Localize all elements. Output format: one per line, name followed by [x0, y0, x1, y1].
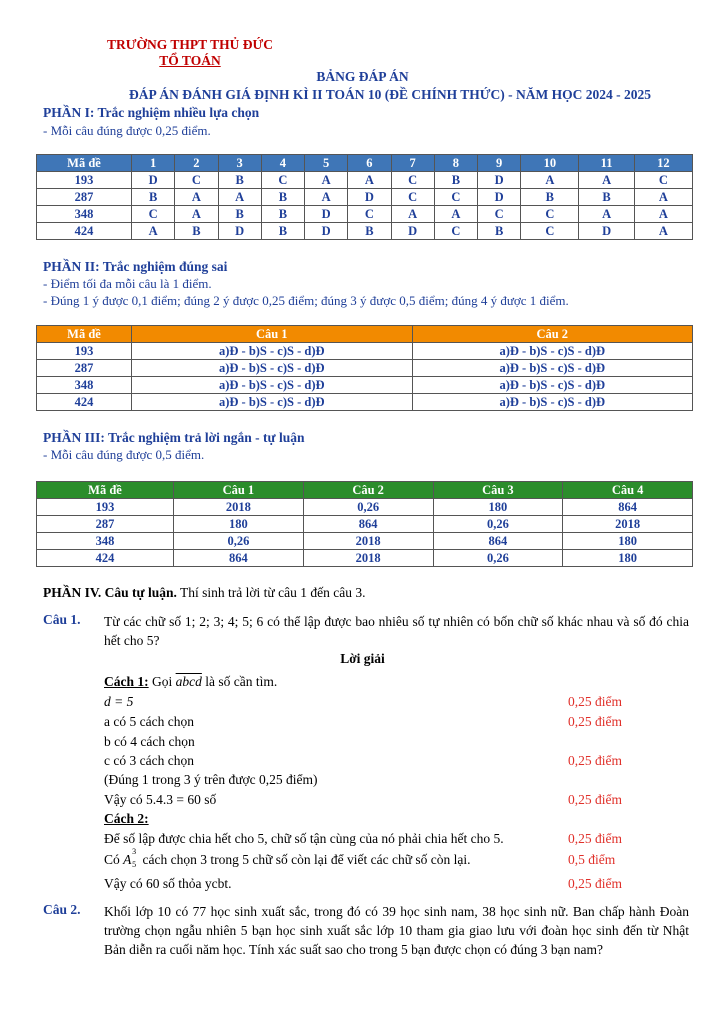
answer-cell: 0,26 [174, 533, 304, 550]
column-header: 7 [391, 155, 434, 172]
answer-cell: C [261, 172, 304, 189]
points-method-2-step-2: 0,5 điểm [568, 852, 616, 867]
answer-cell: 2018 [303, 533, 433, 550]
solution-title: Lời giải [340, 651, 385, 666]
answer-cell: C [175, 172, 218, 189]
part4-heading [43, 585, 365, 601]
exam-code-cell: 348 [37, 377, 132, 394]
answer-cell: D [305, 206, 348, 223]
part1-title: PHẦN I: Trắc nghiệm nhiều lựa chọn [43, 105, 260, 120]
answer-cell: D [305, 223, 348, 240]
table-row [37, 377, 693, 394]
answer-cell: C [434, 223, 477, 240]
method-1-text-a: Gọi [152, 674, 173, 689]
department-name: TỔ TOÁN [159, 53, 221, 68]
table-row [37, 550, 693, 567]
answer-cell: a)Đ - b)S - c)S - d)Đ [412, 394, 693, 411]
column-header: Câu 2 [303, 482, 433, 499]
exam-code-cell: 348 [37, 533, 174, 550]
step-b: b có 4 cách chọn [104, 734, 195, 749]
answer-cell: 864 [303, 516, 433, 533]
school-name: TRƯỜNG THPT THỦ ĐỨC [107, 37, 273, 52]
exam-code-cell: 424 [37, 550, 174, 567]
exam-code-cell: 287 [37, 516, 174, 533]
points-step-d: 0,25 điểm [568, 694, 622, 709]
answer-cell: B [132, 189, 175, 206]
answer-cell: B [478, 223, 521, 240]
column-header: Câu 2 [412, 326, 693, 343]
column-header: Câu 1 [174, 482, 304, 499]
table-row [37, 172, 693, 189]
answer-cell: A [348, 172, 391, 189]
answer-cell: A [579, 206, 634, 223]
answer-cell: 180 [563, 550, 693, 567]
part3-title: PHẦN III: Trắc nghiệm trả lời ngắn - tự luận [43, 430, 305, 445]
arrangement-sup: 3 [132, 847, 137, 856]
answer-cell: B [218, 206, 261, 223]
part1-note: - Mỗi câu đúng được 0,25 điểm. [43, 123, 211, 138]
table-row [37, 206, 693, 223]
part2-title: PHẦN II: Trắc nghiệm đúng sai [43, 259, 228, 274]
answer-cell: C [391, 189, 434, 206]
answer-cell: a)Đ - b)S - c)S - d)Đ [412, 343, 693, 360]
method-2-label: Cách 2: [104, 811, 149, 826]
method-2-step-2-b: cách chọn 3 trong 5 chữ số còn lại để viết các chữ số còn lại. [142, 852, 471, 867]
table-row [37, 516, 693, 533]
number-variable: abcd [175, 674, 202, 689]
part2-note-2: - Đúng 1 ý được 0,1 điểm; đúng 2 ý được 0,25 điểm; đúng 3 ý được 0,5 điểm; đúng 4 ý được 1 điểm. [43, 293, 569, 308]
part4-intro: Thí sinh trả lời từ câu 1 đến câu 3. [180, 585, 366, 600]
exam-code-cell: 287 [37, 189, 132, 206]
answer-cell: B [175, 223, 218, 240]
answer-cell: 864 [563, 499, 693, 516]
answer-cell: a)Đ - b)S - c)S - d)Đ [412, 377, 693, 394]
column-header: 1 [132, 155, 175, 172]
points-method-2-step-1: 0,25 điểm [568, 831, 622, 846]
answer-cell: 0,26 [433, 550, 563, 567]
method-2-step-1: Để số lập được chia hết cho 5, chữ số tận cùng của nó phải chia hết cho 5. [104, 831, 504, 846]
answer-cell: A [579, 172, 634, 189]
column-header: 12 [634, 155, 692, 172]
method-1-label: Cách 1: [104, 674, 149, 689]
answer-cell: A [434, 206, 477, 223]
column-header: 8 [434, 155, 477, 172]
scoring-note: (Đúng 1 trong 3 ý trên được 0,25 điểm) [104, 772, 318, 787]
column-header: Mã đề [37, 482, 174, 499]
column-header: 6 [348, 155, 391, 172]
answer-cell: A [305, 189, 348, 206]
answer-cell: C [521, 206, 579, 223]
exam-code-cell: 193 [37, 343, 132, 360]
step-a: a có 5 cách chọn [104, 714, 194, 729]
table-row [37, 394, 693, 411]
points-step-a: 0,25 điểm [568, 714, 622, 729]
answer-cell: a)Đ - b)S - c)S - d)Đ [132, 377, 413, 394]
exam-code-cell: 287 [37, 360, 132, 377]
column-header: 4 [261, 155, 304, 172]
part1-answer-table [36, 154, 693, 240]
answer-cell: a)Đ - b)S - c)S - d)Đ [132, 394, 413, 411]
answer-cell: D [218, 223, 261, 240]
exam-code-cell: 348 [37, 206, 132, 223]
answer-cell: C [391, 172, 434, 189]
answer-cell: B [434, 172, 477, 189]
column-header: Mã đề [37, 326, 132, 343]
exam-code-cell: 193 [37, 499, 174, 516]
column-header: 3 [218, 155, 261, 172]
exam-code-cell: 193 [37, 172, 132, 189]
column-header: 10 [521, 155, 579, 172]
answer-cell: B [218, 172, 261, 189]
method-2-step-2 [104, 847, 471, 869]
answer-cell: A [634, 189, 692, 206]
column-header: 2 [175, 155, 218, 172]
part2-answer-table [36, 325, 693, 411]
answer-cell: a)Đ - b)S - c)S - d)Đ [132, 360, 413, 377]
answer-cell: C [434, 189, 477, 206]
answer-cell: 180 [174, 516, 304, 533]
answer-cell: A [175, 206, 218, 223]
exam-code-cell: 424 [37, 394, 132, 411]
answer-cell: B [261, 223, 304, 240]
points-step-c: 0,25 điểm [568, 753, 622, 768]
answer-cell: A [175, 189, 218, 206]
answer-cell: D [478, 172, 521, 189]
exam-code-cell: 424 [37, 223, 132, 240]
method-1-result: Vậy có 5.4.3 = 60 số [104, 792, 217, 807]
answer-cell: C [132, 206, 175, 223]
part4-title: PHẦN IV. Câu tự luận. [43, 585, 177, 600]
method-2-line [104, 811, 149, 827]
arrangement-symbol [123, 847, 139, 869]
answer-cell: A [218, 189, 261, 206]
answer-cell: A [634, 223, 692, 240]
answer-cell: C [521, 223, 579, 240]
answer-cell: D [132, 172, 175, 189]
column-header: 5 [305, 155, 348, 172]
column-header: Câu 3 [433, 482, 563, 499]
answer-cell: a)Đ - b)S - c)S - d)Đ [412, 360, 693, 377]
answer-cell: 0,26 [433, 516, 563, 533]
question-1-text: Từ các chữ số 1; 2; 3; 4; 5; 6 có thể lập được bao nhiêu số tự nhiên có bốn chữ số khác nhau và số đó chia hết cho 5? [104, 614, 689, 648]
answer-cell: B [521, 189, 579, 206]
question-2-label: Câu 2. [43, 902, 81, 917]
method-1-line [104, 674, 277, 690]
points-method-1-result: 0,25 điểm [568, 792, 622, 807]
table-row [37, 343, 693, 360]
answer-cell: B [579, 189, 634, 206]
answer-cell: A [391, 206, 434, 223]
doc-subtitle: ĐÁP ÁN ĐÁNH GIÁ ĐỊNH KÌ II TOÁN 10 (ĐỀ CHÍNH THỨC) - NĂM HỌC 2024 - 2025 [129, 87, 651, 102]
column-header: Câu 4 [563, 482, 693, 499]
column-header: Câu 1 [132, 326, 413, 343]
answer-cell: C [478, 206, 521, 223]
answer-cell: 2018 [563, 516, 693, 533]
answer-cell: B [261, 206, 304, 223]
answer-cell: C [348, 206, 391, 223]
table-row [37, 360, 693, 377]
arrangement-letter: A [123, 852, 132, 867]
answer-cell: A [521, 172, 579, 189]
part2-note-1: - Điểm tối đa mỗi câu là 1 điểm. [43, 276, 212, 291]
part3-note: - Mỗi câu đúng được 0,5 điểm. [43, 447, 205, 462]
answer-cell: 2018 [174, 499, 304, 516]
method-2-result: Vậy có 60 số thỏa ycbt. [104, 876, 232, 891]
method-1-text-b: là số cần tìm. [205, 674, 278, 689]
answer-cell: 180 [563, 533, 693, 550]
question-2-text: Khối lớp 10 có 77 học sinh xuất sắc, trong đó có 39 học sinh nam, 38 học sinh nữ. Ban chấp hành Đoàn trường chọn ngẫu nhiên 5 bạn học sinh xuất sắc lớp 10 tham gia giao lưu với đoàn học sinh đến từ Nhật Bản diễn ra cuối năm học. Tính xác suất sao cho trong 5 bạn được chọn có đúng 3 bạn nam? [104, 904, 689, 957]
table-row [37, 533, 693, 550]
answer-cell: a)Đ - b)S - c)S - d)Đ [132, 343, 413, 360]
school-header [90, 37, 290, 69]
column-header: 11 [579, 155, 634, 172]
answer-cell: D [478, 189, 521, 206]
answer-cell: B [348, 223, 391, 240]
answer-cell: B [261, 189, 304, 206]
step-d: d = 5 [104, 694, 134, 709]
answer-cell: A [132, 223, 175, 240]
answer-cell: 180 [433, 499, 563, 516]
answer-cell: D [348, 189, 391, 206]
answer-cell: C [634, 172, 692, 189]
answer-cell: 864 [174, 550, 304, 567]
answer-cell: A [634, 206, 692, 223]
points-method-2-result: 0,25 điểm [568, 876, 622, 891]
answer-cell: A [305, 172, 348, 189]
table-row [37, 189, 693, 206]
answer-cell: 864 [433, 533, 563, 550]
column-header: Mã đề [37, 155, 132, 172]
answer-cell: 2018 [303, 550, 433, 567]
method-2-step-2-a: Có [104, 852, 120, 867]
answer-cell: D [391, 223, 434, 240]
part3-answer-table [36, 481, 693, 567]
step-c: c có 3 cách chọn [104, 753, 194, 768]
answer-cell: 0,26 [303, 499, 433, 516]
table-row [37, 499, 693, 516]
table-row [37, 223, 693, 240]
arrangement-sub: 5 [132, 860, 137, 869]
doc-title: BẢNG ĐÁP ÁN [316, 69, 409, 84]
question-1-label: Câu 1. [43, 612, 81, 627]
column-header: 9 [478, 155, 521, 172]
answer-cell: D [579, 223, 634, 240]
